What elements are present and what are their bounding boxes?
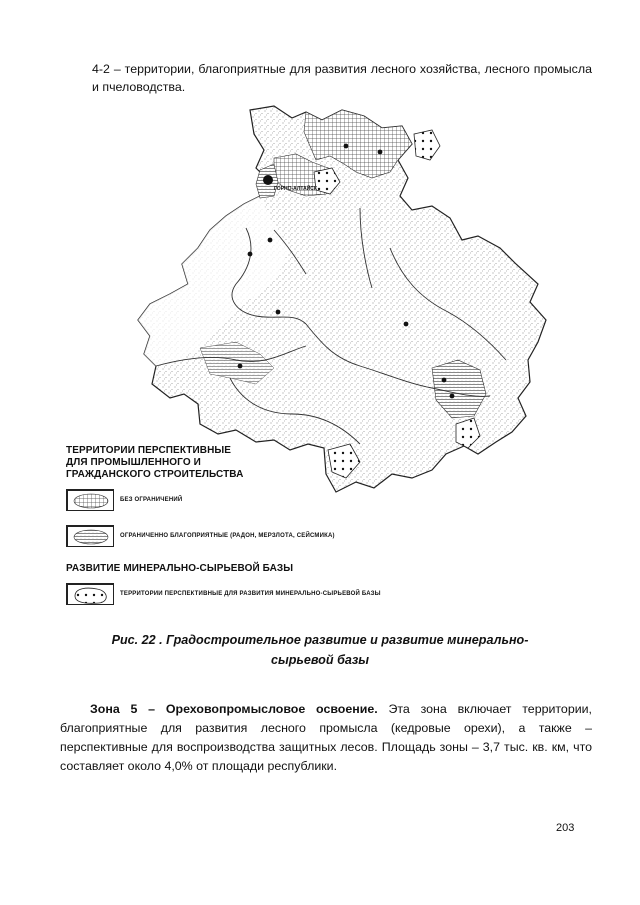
zone-text: Эта зона включает территории, благоприятные для развития лесного промысла (кедровые орехи), а также – перспективные для воспроизводства защитных лесов. Площадь зоны – 3,7 тыс. кв. км, что составляет около 4,0% от площади республики.: [60, 702, 592, 773]
mineral-zone-1: [414, 130, 440, 160]
caption-line-2: сырьевой базы: [270, 653, 370, 667]
legend-swatch-grid: [66, 489, 114, 511]
city-marker: [263, 175, 273, 185]
zone-title: Зона 5 – Ореховопромысловое освоение.: [90, 702, 378, 716]
legend-label-limited: ОГРАНИЧЕННО БЛАГОПРИЯТНЫЕ (РАДОН, МЕРЗЛОТА, СЕЙСМИКА): [120, 533, 335, 539]
legend-row-unrestricted: [66, 489, 182, 511]
intro-text: 4-2 – территории, благоприятные для развития лесного хозяйства, лесного промысла и пчеловодства.: [92, 62, 592, 94]
legend-row-mineral: [66, 583, 381, 605]
legend-row-limited: [66, 525, 335, 547]
legend-label-mineral: ТЕРРИТОРИИ ПЕРСПЕКТИВНЫЕ ДЛЯ РАЗВИТИЯ МИНЕРАЛЬНО-СЫРЬЕВОЙ БАЗЫ: [120, 591, 381, 597]
legend-heading-line: ДЛЯ ПРОМЫШЛЕННОГО И: [66, 457, 201, 468]
zone-paragraph: [60, 700, 592, 776]
legend-swatch-lines: [66, 525, 114, 547]
intro-paragraph: [92, 60, 592, 96]
legend-swatch-dots: [66, 583, 114, 605]
legend-heading-line: ГРАЖДАНСКОГО СТРОИТЕЛЬСТВА: [66, 469, 244, 480]
legend-heading-mineral: РАЗВИТИЕ МИНЕРАЛЬНО-СЫРЬЕВОЙ БАЗЫ: [66, 563, 294, 574]
legend-heading-line: ТЕРРИТОРИИ ПЕРСПЕКТИВНЫЕ: [66, 445, 232, 456]
city-label: ГОРНО-АЛТАЙСК: [274, 186, 317, 192]
figure-caption: [70, 630, 570, 670]
legend-label-unrestricted: БЕЗ ОГРАНИЧЕНИЙ: [120, 497, 183, 503]
page-number: 203: [556, 822, 575, 834]
legend-heading-construction: [66, 445, 243, 481]
caption-line-1: Рис. 22 . Градостроительное развитие и развитие минерально-: [111, 633, 529, 647]
